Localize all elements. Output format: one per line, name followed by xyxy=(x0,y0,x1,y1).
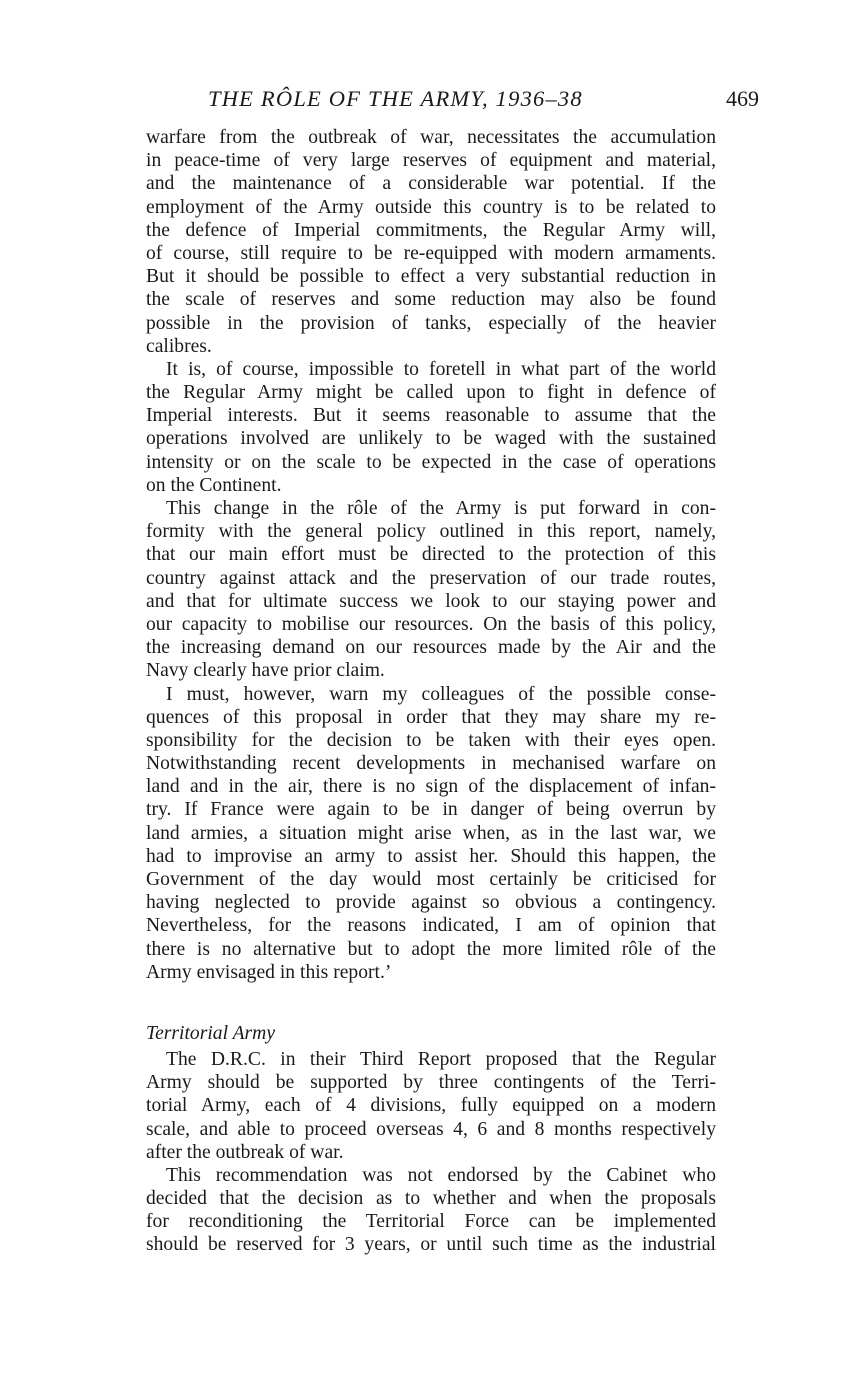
text-line: had to improvise an army to assist her. Should this happen, the xyxy=(146,845,716,867)
text-line: try. If France were again to be in danger of being overrun by xyxy=(146,799,716,821)
paragraph xyxy=(146,358,716,497)
text-line: It is, of course, impossible to foretell in what part of the world xyxy=(166,358,716,380)
text-line: employment of the Army outside this country is to be related to xyxy=(146,196,716,218)
text-line: Army envisaged in this report.’ xyxy=(146,961,392,983)
text-line: formity with the general policy outlined in this report, namely, xyxy=(146,521,716,543)
text-line: the defence of Imperial commitments, the Regular Army will, xyxy=(146,219,716,241)
text-line: and that for ultimate success we look to our staying power and xyxy=(146,590,716,612)
paragraph xyxy=(146,1048,716,1164)
text-line: should be reserved for 3 years, or until such time as the industrial xyxy=(146,1234,716,1256)
text-line: quences of this proposal in order that they may share my re- xyxy=(146,706,716,728)
body-text xyxy=(146,126,716,1257)
text-line: But it should be possible to effect a very substantial reduction in xyxy=(146,266,716,288)
text-line: scale, and able to proceed overseas 4, 6 and 8 months respectively xyxy=(146,1118,716,1140)
text-line: I must, however, warn my colleagues of the possible conse- xyxy=(166,683,716,705)
text-line: land armies, a situation might arise when, as in the last war, we xyxy=(146,822,716,844)
text-line: of course, still require to be re-equipped with modern armaments. xyxy=(146,242,716,264)
text-line: torial Army, each of 4 divisions, fully equipped on a modern xyxy=(146,1095,716,1117)
text-line: there is no alternative but to adopt the more limited rôle of the xyxy=(146,938,716,960)
text-line: possible in the provision of tanks, especially of the heavier xyxy=(146,312,716,334)
text-line: our capacity to mobilise our resources. On the basis of this policy, xyxy=(146,613,716,635)
text-line: sponsibility for the decision to be taken with their eyes open. xyxy=(146,729,716,751)
running-head xyxy=(146,86,759,116)
text-line: intensity or on the scale to be expected in the case of operations xyxy=(146,451,716,473)
text-line: Army should be supported by three contingents of the Terri- xyxy=(146,1072,716,1094)
text-line: and the maintenance of a considerable war potential. If the xyxy=(146,173,716,195)
text-line: This change in the rôle of the Army is put forward in con- xyxy=(166,498,716,519)
text-line: Notwithstanding recent developments in mechanised warfare on xyxy=(146,753,716,775)
text-line: decided that the decision as to whether and when the proposals xyxy=(146,1188,716,1210)
paragraph xyxy=(146,497,716,683)
text-line: calibres. xyxy=(146,335,212,357)
book-page xyxy=(146,86,759,1257)
text-line: Nevertheless, for the reasons indicated, I am of opinion that xyxy=(146,915,716,937)
text-line: Government of the day would most certainly be criticised for xyxy=(146,869,716,890)
text-line: the scale of reserves and some reduction may also be found xyxy=(146,289,716,311)
text-line: land and in the air, there is no sign of the displacement of infan- xyxy=(146,776,716,798)
text-line: for reconditioning the Territorial Force can be implemented xyxy=(146,1211,716,1233)
section-heading: Territorial Army xyxy=(146,1022,276,1044)
text-line: Imperial interests. But it seems reasonable to assume that the xyxy=(146,405,716,427)
text-line: operations involved are unlikely to be waged with the sustained xyxy=(146,428,716,450)
text-line: that our main effort must be directed to the protection of this xyxy=(146,544,716,566)
text-line: warfare from the outbreak of war, necessitates the accumulation xyxy=(146,127,716,148)
text-line: after the outbreak of war. xyxy=(146,1141,344,1163)
paragraph xyxy=(146,683,716,984)
page-number: 469 xyxy=(726,86,759,111)
text-line: This recommendation was not endorsed by the Cabinet who xyxy=(166,1164,716,1186)
text-line: the Regular Army might be called upon to fight in defence of xyxy=(146,382,716,404)
text-line: The D.R.C. in their Third Report proposed that the Regular xyxy=(166,1048,716,1070)
text-line: Navy clearly have prior claim. xyxy=(146,660,385,682)
text-line: country against attack and the preservation of our trade routes, xyxy=(146,567,716,589)
text-line: having neglected to provide against so obvious a contingency. xyxy=(146,892,716,914)
running-title: THE RÔLE OF THE ARMY, 1936–38 xyxy=(208,86,583,111)
paragraph xyxy=(146,1164,716,1257)
text-line: on the Continent. xyxy=(146,474,282,496)
text-line: in peace-time of very large reserves of equipment and material, xyxy=(146,150,716,172)
text-line: the increasing demand on our resources made by the Air and the xyxy=(146,637,716,659)
paragraph xyxy=(146,126,716,358)
